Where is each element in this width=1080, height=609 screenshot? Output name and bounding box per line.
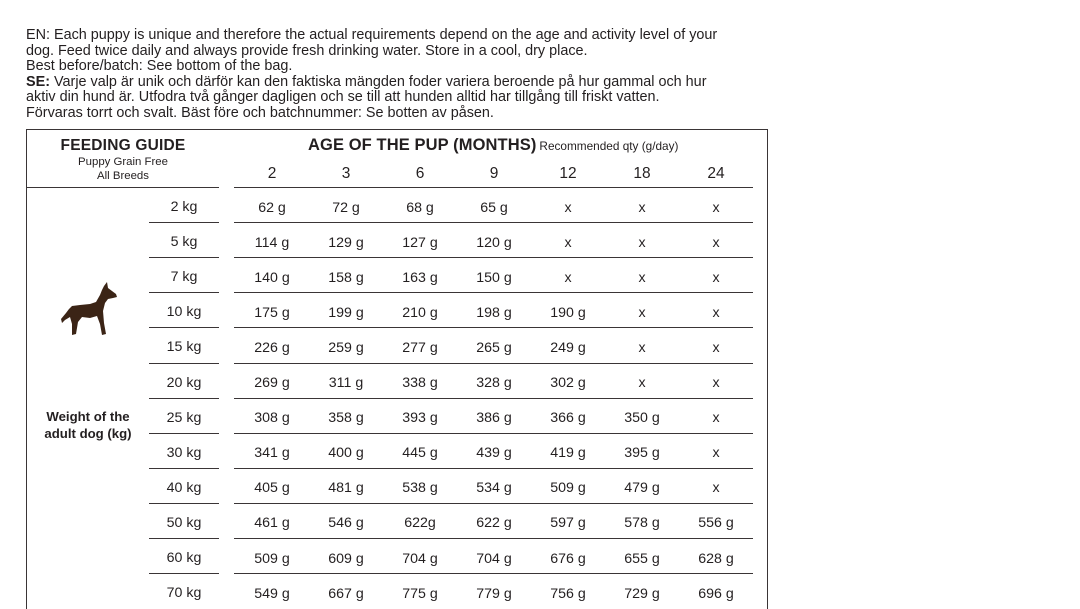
quantity-cell: 259 g bbox=[328, 339, 364, 356]
quantity-cell: 366 g bbox=[550, 410, 586, 427]
weight-cell: 2 kg bbox=[170, 199, 198, 215]
quantity-cell: 328 g bbox=[476, 375, 512, 391]
quantity-cell: 395 g bbox=[624, 445, 660, 462]
row-divider-weight bbox=[149, 538, 219, 539]
row-divider-values bbox=[234, 398, 753, 399]
dog-silhouette-icon bbox=[60, 282, 118, 336]
quantity-cell: x bbox=[638, 339, 646, 356]
quantity-cell: x bbox=[712, 339, 720, 356]
age-column-12: 12 bbox=[559, 165, 577, 182]
row-divider-values bbox=[234, 257, 753, 258]
header-divider-left bbox=[27, 187, 219, 188]
weight-cell: 10 kg bbox=[166, 304, 202, 321]
en-line-2: dog. Feed twice daily and always provide fresh drinking water. Store in a cool, dry place. bbox=[26, 42, 588, 59]
quantity-cell: x bbox=[712, 269, 720, 286]
quantity-cell: x bbox=[712, 234, 720, 251]
quantity-cell: 163 g bbox=[402, 269, 438, 286]
quantity-cell: 265 g bbox=[476, 339, 512, 356]
row-divider-values bbox=[234, 292, 753, 293]
feeding-guide-subtitle bbox=[27, 156, 219, 183]
weight-cell: 5 kg bbox=[170, 234, 198, 251]
quantity-cell: 175 g bbox=[254, 304, 290, 321]
en-line-3: Best before/batch: See bottom of the bag. bbox=[26, 58, 293, 75]
quantity-cell: 439 g bbox=[476, 445, 512, 462]
quantity-cell: 775 g bbox=[402, 585, 438, 602]
quantity-cell: 481 g bbox=[328, 480, 364, 497]
quantity-cell: 578 g bbox=[624, 515, 660, 532]
weight-label-line-2: adult dog (kg) bbox=[44, 426, 132, 441]
quantity-cell: 140 g bbox=[254, 269, 290, 286]
row-divider-values bbox=[234, 222, 753, 223]
quantity-cell: x bbox=[638, 234, 646, 251]
quantity-cell: 386 g bbox=[476, 410, 512, 427]
quantity-cell: 509 g bbox=[550, 480, 586, 497]
quantity-cell: 597 g bbox=[550, 515, 586, 532]
quantity-cell: 655 g bbox=[624, 550, 660, 567]
quantity-cell: 341 g bbox=[254, 445, 290, 462]
quantity-cell: 302 g bbox=[550, 375, 586, 391]
quantity-cell: 549 g bbox=[254, 585, 290, 602]
quantity-cell: 622g bbox=[404, 515, 436, 532]
row-divider-values bbox=[234, 538, 753, 539]
row-divider-weight bbox=[149, 327, 219, 328]
quantity-cell: 198 g bbox=[476, 304, 512, 321]
quantity-cell: 729 g bbox=[624, 585, 660, 602]
quantity-cell: 129 g bbox=[328, 234, 364, 251]
se-prefix: SE: bbox=[26, 73, 50, 90]
quantity-cell: 556 g bbox=[698, 515, 734, 532]
row-divider-weight bbox=[149, 363, 219, 364]
quantity-cell: 199 g bbox=[328, 304, 364, 321]
quantity-cell: 210 g bbox=[402, 304, 438, 321]
weight-label-line-1: Weight of the bbox=[46, 409, 130, 424]
quantity-cell: 704 g bbox=[402, 550, 438, 567]
quantity-cell: x bbox=[638, 269, 646, 286]
se-line-3: Förvaras torrt och svalt. Bäst före och batchnummer: Se botten av påsen. bbox=[26, 104, 494, 121]
quantity-cell: 667 g bbox=[328, 585, 364, 602]
age-column-3: 3 bbox=[341, 165, 351, 182]
quantity-cell: 538 g bbox=[402, 480, 438, 497]
quantity-cell: 68 g bbox=[406, 199, 434, 216]
quantity-cell: 65 g bbox=[480, 199, 508, 216]
weight-cell: 25 kg bbox=[166, 409, 202, 426]
feeding-guide-table bbox=[26, 129, 768, 609]
weight-cell: 60 kg bbox=[166, 550, 202, 566]
quantity-cell: 358 g bbox=[328, 410, 364, 427]
quantity-cell: x bbox=[564, 269, 572, 286]
age-header bbox=[308, 136, 678, 155]
quantity-cell: 461 g bbox=[254, 515, 290, 532]
quantity-cell: 534 g bbox=[476, 480, 512, 497]
se-line-2: aktiv din hund är. Utfodra två gånger dagligen och se till att hunden alltid har tillgång till friskt vatten. bbox=[26, 89, 660, 106]
quantity-cell: 158 g bbox=[328, 269, 364, 286]
header-divider-right bbox=[234, 187, 753, 188]
quantity-cell: 308 g bbox=[254, 410, 290, 427]
weight-cell: 15 kg bbox=[166, 339, 202, 356]
quantity-cell: 704 g bbox=[476, 550, 512, 567]
feeding-guide-title: FEEDING GUIDE bbox=[60, 137, 186, 154]
quantity-cell: 779 g bbox=[476, 585, 512, 602]
quantity-cell: 190 g bbox=[550, 304, 586, 321]
weight-cell: 70 kg bbox=[166, 585, 202, 602]
quantity-cell: 226 g bbox=[254, 339, 290, 356]
quantity-cell: x bbox=[712, 445, 720, 462]
quantity-cell: 676 g bbox=[550, 550, 586, 567]
quantity-cell: x bbox=[638, 375, 646, 391]
row-divider-weight bbox=[149, 468, 219, 469]
quantity-cell: 72 g bbox=[332, 199, 360, 216]
row-divider-weight bbox=[149, 398, 219, 399]
quantity-cell: x bbox=[638, 199, 646, 216]
row-divider-values bbox=[234, 503, 753, 504]
product-name: Puppy Grain Free bbox=[78, 156, 168, 168]
age-header-title: AGE OF THE PUP (MONTHS) bbox=[308, 136, 537, 154]
se-line-1-text: Varje valp är unik och därför kan den faktiska mängden foder variera beroende på hur gammal och hur bbox=[50, 73, 707, 90]
age-column-2: 2 bbox=[267, 165, 277, 182]
quantity-cell: 445 g bbox=[402, 445, 438, 462]
quantity-cell: 311 g bbox=[328, 375, 364, 391]
row-divider-weight bbox=[149, 433, 219, 434]
row-divider-values bbox=[234, 363, 753, 364]
quantity-cell: 150 g bbox=[476, 269, 512, 286]
row-divider-weight bbox=[149, 573, 219, 574]
weight-cell: 40 kg bbox=[166, 479, 202, 496]
quantity-cell: x bbox=[638, 304, 646, 321]
quantity-cell: x bbox=[564, 234, 572, 251]
quantity-cell: 127 g bbox=[402, 234, 438, 251]
quantity-cell: 120 g bbox=[476, 234, 512, 251]
age-column-18: 18 bbox=[633, 165, 651, 182]
quantity-cell: 249 g bbox=[550, 339, 586, 356]
en-line-1: EN: Each puppy is unique and therefore the actual requirements depend on the age and activity level of your bbox=[26, 27, 718, 43]
quantity-cell: 350 g bbox=[624, 410, 660, 427]
quantity-cell: x bbox=[712, 199, 720, 216]
weight-cell: 20 kg bbox=[166, 374, 202, 391]
row-divider-values bbox=[234, 433, 753, 434]
quantity-cell: 269 g bbox=[254, 375, 290, 391]
quantity-cell: 405 g bbox=[254, 480, 290, 497]
quantity-cell: 479 g bbox=[624, 480, 660, 497]
quantity-cell: 62 g bbox=[258, 199, 286, 216]
weight-cell: 50 kg bbox=[166, 514, 202, 531]
age-column-9: 9 bbox=[489, 165, 499, 182]
quantity-cell: x bbox=[712, 480, 720, 497]
quantity-cell: 114 g bbox=[254, 234, 290, 251]
quantity-cell: 393 g bbox=[402, 410, 438, 427]
quantity-cell: 277 g bbox=[402, 339, 438, 356]
row-divider-weight bbox=[149, 222, 219, 223]
quantity-cell: 400 g bbox=[328, 445, 364, 462]
quantity-cell: 546 g bbox=[328, 515, 364, 532]
age-column-6: 6 bbox=[415, 165, 425, 182]
weight-cell: 30 kg bbox=[166, 444, 202, 461]
row-divider-values bbox=[234, 327, 753, 328]
quantity-cell: 609 g bbox=[328, 550, 364, 567]
row-divider-weight bbox=[149, 503, 219, 504]
quantity-cell: x bbox=[712, 304, 720, 321]
quantity-cell: 338 g bbox=[402, 375, 438, 391]
quantity-cell: 756 g bbox=[550, 585, 586, 602]
row-divider-weight bbox=[149, 257, 219, 258]
weight-axis-label bbox=[31, 408, 145, 442]
row-divider-weight bbox=[149, 292, 219, 293]
weight-cell: 7 kg bbox=[170, 269, 198, 286]
quantity-cell: x bbox=[712, 375, 720, 391]
quantity-cell: x bbox=[564, 199, 572, 216]
quantity-cell: 628 g bbox=[698, 550, 734, 567]
row-divider-values bbox=[234, 468, 753, 469]
instructions-text bbox=[26, 28, 786, 122]
quantity-cell: 622 g bbox=[476, 515, 512, 532]
quantity-cell: 696 g bbox=[698, 585, 734, 602]
quantity-cell: 419 g bbox=[550, 445, 586, 462]
age-header-subtitle: Recommended qty (g/day) bbox=[539, 139, 679, 153]
quantity-cell: 509 g bbox=[254, 550, 290, 567]
age-column-24: 24 bbox=[707, 165, 725, 182]
se-line-1 bbox=[26, 75, 786, 91]
quantity-cell: x bbox=[712, 410, 720, 427]
row-divider-values bbox=[234, 573, 753, 574]
breed-scope: All Breeds bbox=[97, 169, 149, 182]
